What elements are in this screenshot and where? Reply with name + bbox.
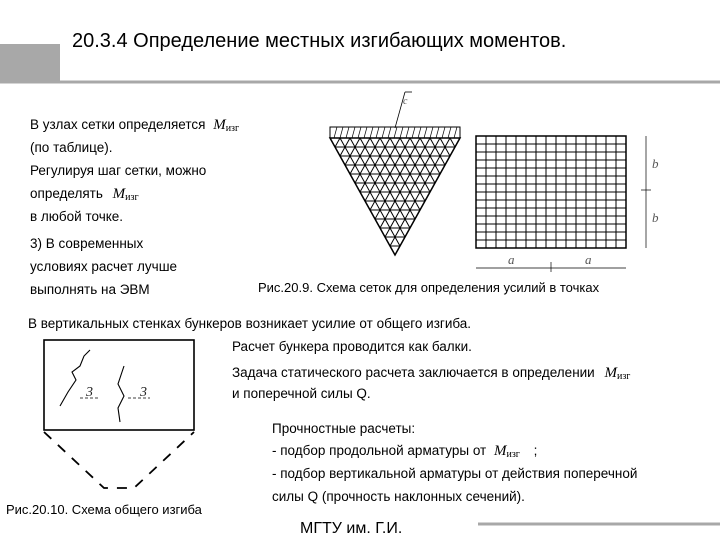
text-line-1-label: В узлах сетки определяется	[30, 117, 206, 132]
symbol-sub-4: изг	[506, 449, 520, 460]
dim-a2-label: a	[585, 252, 592, 267]
label-right: 3	[140, 385, 147, 400]
label-left: 3	[86, 385, 93, 400]
figure-20-10-caption: Рис.20.10. Схема общего изгиба	[6, 502, 202, 517]
strength-heading: Прочностные расчеты:	[272, 421, 416, 436]
symbol-main-3: M	[604, 365, 617, 381]
strength-item-1-prefix: - подбор продольной арматуры от	[272, 443, 487, 458]
symbol-sub-3: изг	[617, 371, 631, 382]
point3-line-2: условиях расчет лучше	[30, 259, 178, 274]
text-line-3: Регулируя шаг сетки, можно	[30, 163, 207, 178]
body-line-4: и поперечной силы Q.	[232, 386, 371, 401]
symbol-sub: изг	[225, 123, 240, 134]
footer-text: МГТУ им. Г.И.	[300, 520, 403, 537]
symbol-main: M	[213, 117, 226, 133]
figure-20-9-caption: Рис.20.9. Схема сеток для определения усилий в точках	[258, 280, 600, 295]
point3-line-1: 3) В современных	[30, 236, 144, 251]
text-line-4-label: определять	[30, 186, 103, 201]
point3-line-3: выполнять на ЭВМ	[30, 282, 150, 297]
dim-top-label: c	[403, 96, 408, 107]
body-line-3-label: Задача статического расчета заключается в определении	[232, 365, 595, 380]
strength-item-1-suffix: ;	[533, 443, 538, 458]
symbol-main-4: M	[494, 443, 507, 459]
dim-b2-label: b	[652, 210, 659, 225]
body-line-1: В вертикальных стенках бункеров возникает усилие от общего изгиба.	[28, 316, 472, 331]
symbol-sub-2: изг	[125, 192, 139, 203]
symbol-main-2: M	[112, 186, 126, 202]
slide-title: 20.3.4 Определение местных изгибающих моментов.	[72, 30, 567, 52]
dim-b-label: b	[652, 156, 659, 171]
strength-item-2-line-1: - подбор вертикальной арматуры от действия поперечной	[272, 466, 638, 481]
dim-a1-label: a	[508, 252, 515, 267]
text-line-5: в любой точке.	[30, 209, 124, 224]
text-line-2: (по таблице).	[30, 140, 113, 155]
strength-item-2-line-2: силы Q (прочность наклонных сечений).	[272, 489, 525, 504]
body-line-2: Расчет бункера проводится как балки.	[232, 339, 472, 354]
